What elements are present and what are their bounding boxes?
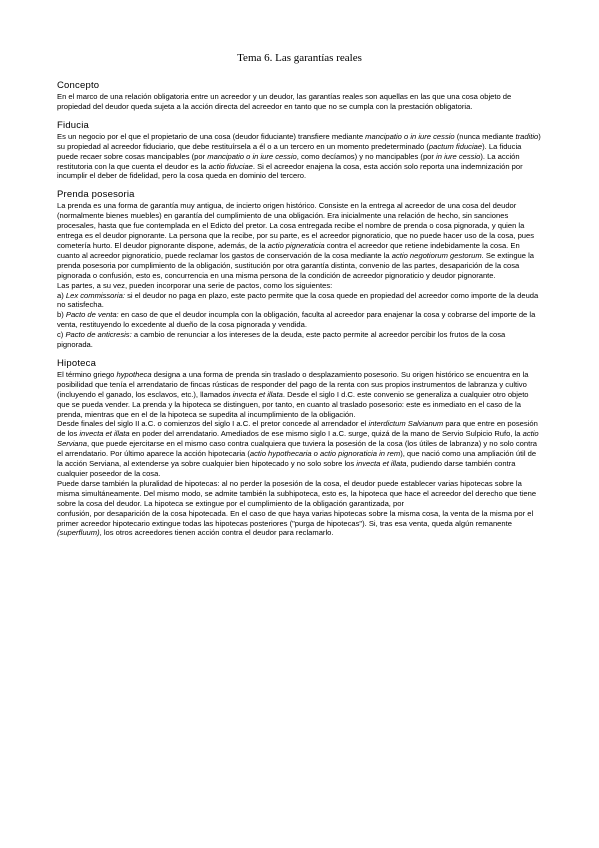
italic-term: pactum fiduciae (428, 141, 483, 151)
italic-term: actio Serviana (57, 429, 539, 449)
paragraph (57, 92, 542, 112)
section-fiducia (57, 120, 542, 182)
section-heading: Concepto (57, 80, 100, 91)
italic-term: traditio (515, 131, 539, 141)
paragraph (57, 281, 542, 291)
text-run: . Desde el siglo I d.C. este convenio se generaliza a cualquier otro objeto que se pueda vender. La prenda y la hipoteca se distinguen, por tanto, en cuanto al traslado posesorio: este es inmediato en el caso de la prenda, mientras que en el de la hipoteca se supedita al incumplimiento de la obligación. (57, 389, 529, 419)
italic-term: Pacto de anticresis: (65, 330, 132, 340)
text-run: La prenda es una forma de garantía muy antigua, de incierto origen histórico. Consiste en la entrega al acreedor de una cosa del deudor (normalmente bienes muebles) en garantía del cumplimiento de una obligación. Era inicialmente una relación de hecho, sin sanciones procesales, hasta que fue contemplada en el Edicto del pretor. La cosa entregada recibe el nombre de prenda o cosa pignorada, y quien la entrega es el deudor pignorante. La persona que la recibe, por su parte, es el acreedor pignoraticio, que no puede hacer uso de la cosa, pues cometería hurto. El deudor pignorante dispone, además, de la (57, 201, 535, 250)
text-run: Puede darse también la pluralidad de hipotecas: al no perder la posesión de la cosa, el deudor puede establecer varias hipotecas sobre la misma simultáneamente. Del mismo modo, se admite también la subhipoteca, esto es, la hipoteca que hace el acreedor del derecho que tiene sobre la cosa del deudor. La hipoteca se extingue por el cumplimiento de la obligación garantizada, por (57, 478, 537, 508)
text-run: ). La acción restitutoria con la que cuenta el deudor es la (57, 151, 520, 171)
text-run: , los otros acreedores tienen acción contra el deudor para reclamarlo. (99, 528, 334, 538)
italic-term: hypotheca (116, 369, 152, 379)
text-run: confusión, por desaparición de la cosa hipotecada. En el caso de que haya varias hipotecas sobre la misma cosa, la venta de la misma por el primer acreedor hipotecario extingue todas las hipotecas posteriores ("purga de hipotecas"). Si, tras esa venta, queda algún remanente (57, 508, 534, 528)
text-run: en caso de que el deudor incumpla con la obligación, faculta al acreedor para enajenar la cosa y cobrarse del importe de la venta, restituyendo lo excedente al dueño de la cosa pignorada y vendida. (57, 310, 536, 330)
paragraph (57, 370, 542, 420)
paragraph (57, 330, 542, 350)
italic-term: invecta et illata (79, 429, 130, 439)
text-run: designa a una forma de prenda sin traslado o desplazamiento posesorio. Su origen histórico se encuentra en la posibilidad que tenía el arrendatario de fincas rústicas de responder del pago de la renta con sus propios instrumentos de labranza y cultivo (incluyendo el ganado, los esclavos, etc.), llamados (57, 369, 529, 399)
text-run: a) (57, 290, 66, 300)
text-run: ) su propiedad al acreedor fiduciario, que debe restituírsela a él o a un tercero en un momento predeterminado ( (57, 131, 541, 151)
italic-term: Lex commissoria: (65, 290, 125, 300)
section-heading: Hipoteca (57, 357, 97, 369)
italic-term: mancipatio o in iure cessio (365, 131, 455, 141)
text-run: , que puede ejercitarse en el mismo caso contra cualquiera que tuviera la posesión de la cosa (los útiles de labranza) y no solo contra el arrendatario. Por último aparece la acción hipotecaria ( (57, 439, 537, 459)
paragraph (57, 419, 542, 478)
paragraph (57, 310, 542, 330)
paragraph (57, 201, 542, 280)
text-run: a cambio de renunciar a los intereses de la deuda, este pacto permite al acreedor percibir los frutos de la cosa pignorada. (57, 330, 506, 350)
text-run: c) (57, 330, 66, 340)
text-run: (nunca mediante (454, 131, 516, 141)
italic-term: actio hypothecaria o actio pignoraticia in rem (249, 449, 401, 459)
text-run: . Se extingue la prenda posesoria por cumplimiento de la obligación, sustitución por otra garantía distinta, convenio de las partes, desaparición de la cosa pignorada o confusión, esto es, concurrencia en una misma persona de la condición de acreedor pignoraticio y deudor pignorante. (57, 250, 535, 280)
text-run: en poder del arrendatario. Amediados de ese mismo siglo I a.C. surge, quizá de la mano de Servio Sulpicio Rufo, la (129, 429, 523, 439)
italic-term: in iure cessio (436, 151, 481, 161)
italic-term: Pacto de venta: (65, 310, 119, 320)
section-heading: Fiducia (57, 119, 90, 131)
text-run: contra el acreedor que retiene indebidamente la cosa. En cuanto al acreedor pignoraticio, puede reclamar los gastos de conservación de la cosa mediante la (57, 240, 520, 260)
text-run: para que entre en posesión de los (57, 419, 538, 439)
paragraph (57, 132, 542, 182)
section-concepto (57, 80, 542, 112)
paragraph (57, 479, 542, 509)
text-run: , pudiendo darse también contra cualquier poseedor de la cosa. (57, 459, 516, 478)
text-run: . Si el acreedor enajena la cosa, esta acción solo reporta una indemnización por incumplir el deber de fidelidad, pero la cosa queda en dominio del tercero. (57, 161, 523, 181)
italic-term: invecta et illata (232, 389, 283, 399)
text-run: En el marco de una relación obligatoria entre un acreedor y un deudor, las garantías reales son aquellas en las que una cosa objeto de propiedad del deudor queda sujeta a la acción directa del acreedor en tanto que no se cumpla con la prestación obligatoria. (57, 92, 512, 111)
italic-term: invecta et illata (356, 459, 407, 469)
paragraph (57, 509, 542, 539)
italic-term: (superfluum) (57, 528, 100, 538)
text-run: Es un negocio por el que el propietario de una cosa (deudor fiduciante) transfiere mediante (57, 131, 366, 141)
italic-term: interdictum Salvianum (368, 419, 444, 429)
sections-container (57, 80, 542, 538)
document-title: Tema 6. Las garantías reales (237, 52, 362, 64)
section-heading: Prenda posesoria (57, 189, 135, 201)
italic-term: actio negotiorum gestorum (391, 250, 482, 260)
document-body (57, 52, 542, 546)
text-run: El término griego (57, 369, 117, 379)
paragraph (57, 291, 542, 311)
text-run: , como decíamos) y no mancipables (por (296, 151, 437, 161)
text-run: b) (57, 310, 66, 320)
text-run: Las partes, a su vez, pueden incorporar una serie de pactos, como los siguientes: (57, 280, 333, 290)
text-run: ). La fiducia puede recaer sobre cosas mancipables (por (57, 141, 522, 161)
italic-term: mancipatio o in iure cessio (207, 151, 297, 161)
text-run: si el deudor no paga en plazo, este pacto permite que la cosa quede en propiedad del acreedor como importe de la deuda no satisfecha. (57, 290, 539, 310)
italic-term: actio fiduciae (208, 161, 253, 171)
text-run: ), que nació como una ampliación útil de la acción Serviana, al extenderse ya sobre cualquier bien hipotecado y no solo sobre los (57, 449, 537, 469)
section-hipoteca (57, 358, 542, 538)
italic-term: actio pigneraticia (267, 240, 325, 250)
section-prenda-posesoria (57, 189, 542, 350)
text-run: Desde finales del siglo II a.C. o comienzos del siglo I a.C. el pretor concede al arrendador el (57, 419, 369, 429)
